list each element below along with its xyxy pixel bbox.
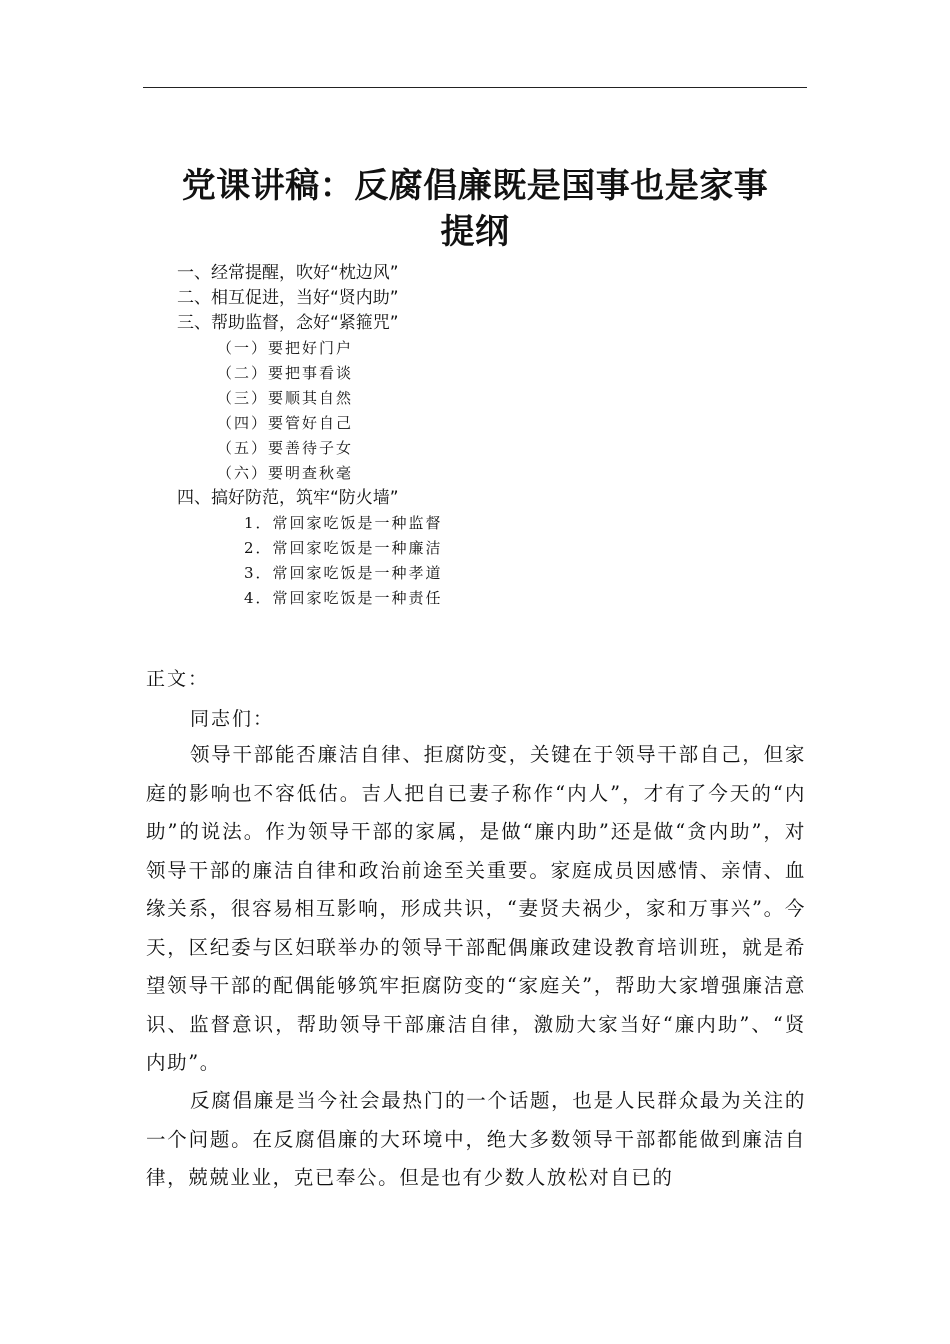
outline-subitem: 4．常回家吃饭是一种责任 xyxy=(244,589,443,607)
outline-item-4: 四、搞好防范，筑牢“防火墙” xyxy=(177,488,399,508)
salutation: 同志们： xyxy=(190,708,275,730)
body-paragraph-1: 领导干部能否廉洁自律、拒腐防变，关键在于领导干部自己，但家庭的影响也不容低估。吉人把自已妻子称作“内人”，才有了今天的“内助”的说法。作为领导干部的家属，是做“廉内助”还是做“贪内助”，对领导干部的廉洁自律和政治前途至关重要。家庭成员因感情、亲情、血缘关系，很容易相互影响，形成共识，“妻贤夫祸少，家和万事兴”。今天，区纪委与区妇联举办的领导干部配偶廉政建设教育培训班，就是希望领导干部的配偶能够筑牢拒腐防变的“家庭关”，帮助大家增强廉洁意识、监督意识，帮助领导干部廉洁自律，激励大家当好“廉内助”、“贤内助”。 xyxy=(146,743,806,1074)
outline-subitem: （一）要把好门户 xyxy=(217,339,354,357)
header-rule xyxy=(143,87,807,88)
body-label: 正文： xyxy=(146,668,210,690)
title-line-2: 提纲 xyxy=(440,212,510,252)
outline-subitem: （三）要顺其自然 xyxy=(217,389,354,407)
outline-item-1: 一、经常提醒，吹好“枕边风” xyxy=(177,263,399,283)
outline-item-3: 三、帮助监督，念好“紧箍咒” xyxy=(177,313,399,333)
outline-item-2: 二、相互促进，当好“贤内助” xyxy=(177,288,399,308)
outline-subitem: （六）要明查秋毫 xyxy=(217,464,354,482)
outline-subitem: 3．常回家吃饭是一种孝道 xyxy=(244,564,443,582)
outline-subitem: （四）要管好自己 xyxy=(217,414,354,432)
body-paragraph-2: 反腐倡廉是当今社会最热门的一个话题，也是人民群众最为关注的一个问题。在反腐倡廉的大环境中，绝大多数领导干部都能做到廉洁自律，兢兢业业，克已奉公。但是也有少数人放松对自已的 xyxy=(146,1089,806,1189)
document-title xyxy=(143,163,807,255)
outline-subitem: 1．常回家吃饭是一种监督 xyxy=(244,514,443,532)
outline-subitem: （五）要善待子女 xyxy=(217,439,354,457)
outline-subitem: （二）要把事看谈 xyxy=(217,364,354,382)
outline-subitem: 2．常回家吃饭是一种廉洁 xyxy=(244,539,443,557)
title-line-1: 党课讲稿：反腐倡廉既是国事也是家事 xyxy=(181,166,769,206)
